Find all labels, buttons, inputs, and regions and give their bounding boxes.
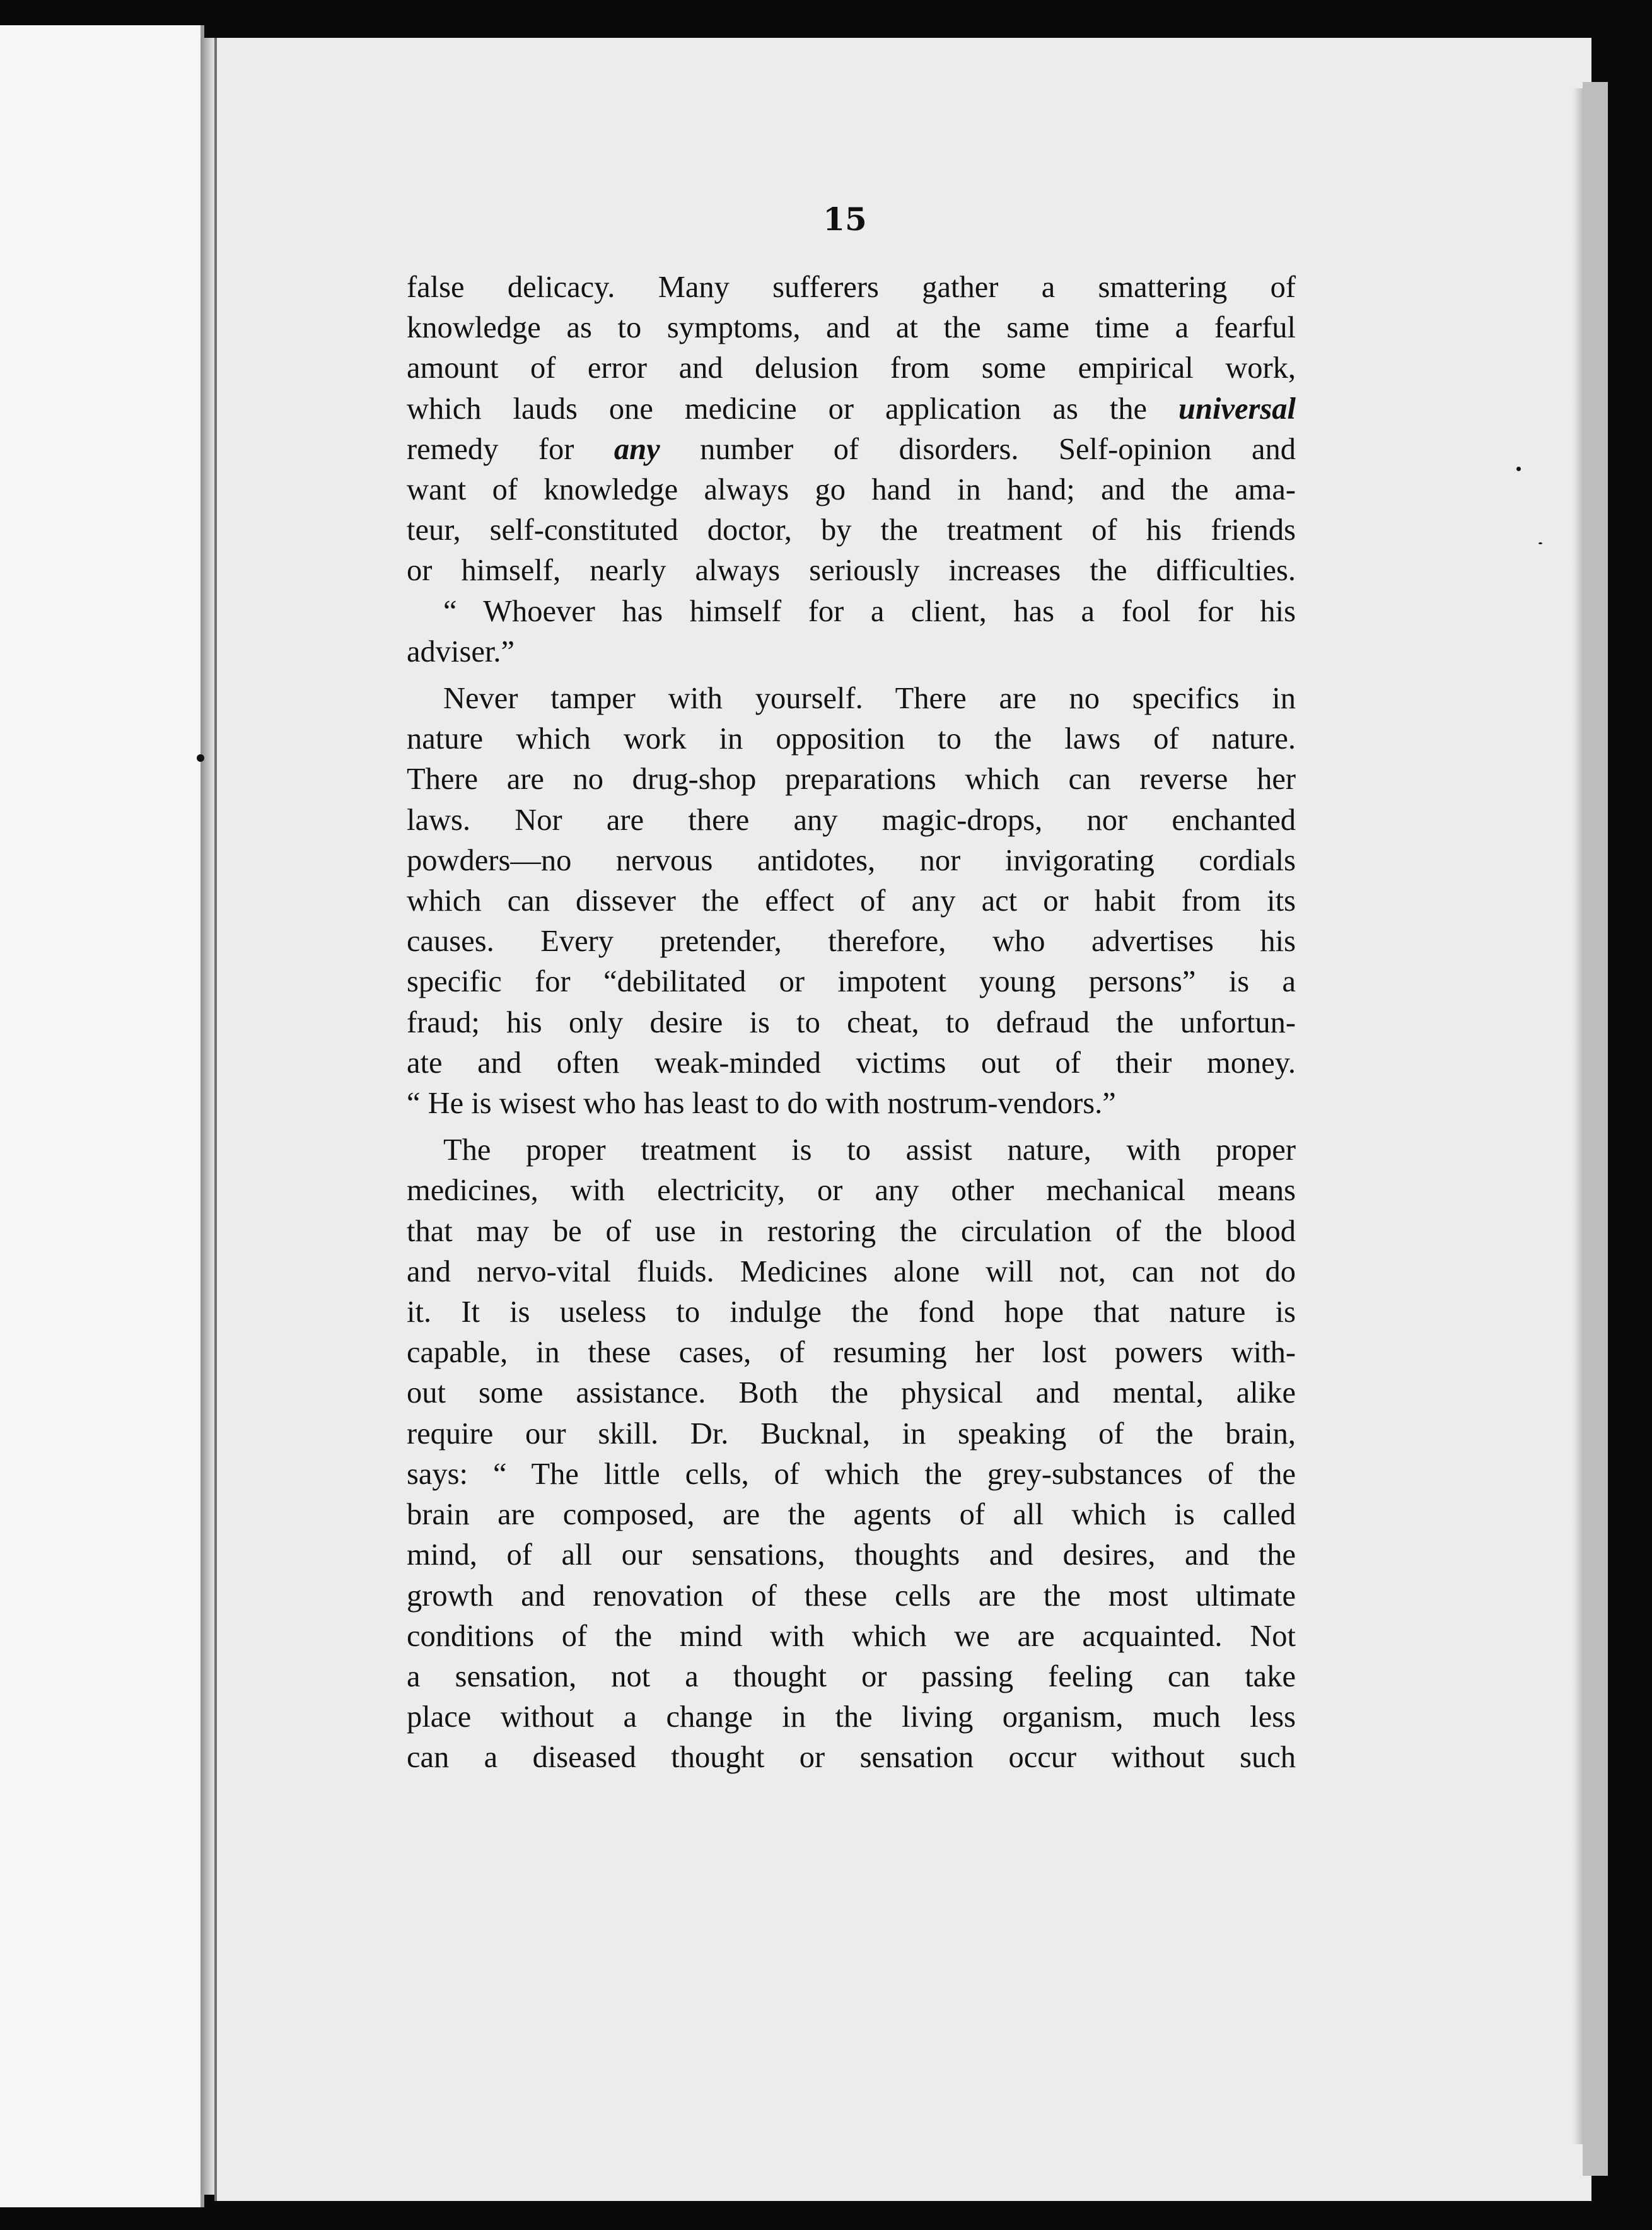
text-line: fraud; his only desire is to cheat, to defraud the unfortun- [407, 1005, 1296, 1039]
text-line [407, 389, 1296, 429]
text-line: conditions of the mind with which we are acquainted. Not [407, 1619, 1296, 1653]
scan-speck [197, 754, 204, 762]
text-line: specific for “debilitated or impotent young persons” is a [407, 965, 1296, 999]
paragraph-gap [407, 1124, 1296, 1130]
text-line: teur, self-constituted doctor, by the treatment of his friends [407, 513, 1296, 547]
text-line: that may be of use in restoring the circulation of the blood [407, 1214, 1296, 1248]
text-line: or himself, nearly always seriously increases the difficulties. [407, 554, 1296, 588]
text-run: remedy for [407, 432, 614, 466]
text-line: mind, of all our sensations, thoughts and desires, and the [407, 1538, 1296, 1572]
italic-emphasis: universal [1178, 392, 1296, 426]
text-run: number of disorders. Self-opinion and [660, 432, 1296, 466]
text-line: ate and often weak-minded victims out of their money. [407, 1046, 1296, 1080]
text-line: “ He is wisest who has least to do with nostrum-vendors.” [407, 1087, 1116, 1121]
scan-speck [1516, 467, 1521, 471]
text-line: nature which work in opposition to the laws of nature. [407, 722, 1296, 756]
text-line: powders—no nervous antidotes, nor invigorating cordials [407, 843, 1296, 877]
text-line [407, 429, 1296, 470]
text-line: There are no drug-shop preparations which can reverse her [407, 762, 1296, 797]
text-line: can a diseased thought or sensation occur without such [407, 1741, 1296, 1775]
text-line: it. It is useless to indulge the fond hope that nature is [407, 1295, 1296, 1329]
paragraph-gap [407, 672, 1296, 679]
text-line: medicines, with electricity, or any other mechanical means [407, 1174, 1296, 1208]
text-line: knowledge as to symptoms, and at the same time a fearful [407, 311, 1296, 345]
text-line: “ Whoever has himself for a client, has a fool for his [443, 594, 1296, 628]
text-line: and nervo-vital fluids. Medicines alone will not, can not do [407, 1254, 1296, 1288]
page-edge [1583, 82, 1608, 2176]
text-line: growth and renovation of these cells are the most ultimate [407, 1579, 1296, 1613]
text-line: Never tamper with yourself. There are no specifics in [443, 682, 1296, 716]
page-number: 15 [823, 201, 867, 238]
text-line: place without a change in the living organism, much less [407, 1700, 1296, 1734]
text-line: require our skill. Dr. Bucknal, in speaking of the brain, [407, 1416, 1296, 1451]
text-line: false delicacy. Many sufferers gather a smattering of [407, 271, 1296, 304]
text-line: says: “ The little cells, of which the grey-substances of the [407, 1457, 1296, 1491]
text-line: causes. Every pretender, therefore, who advertises his [407, 925, 1296, 959]
text-line: The proper treatment is to assist nature, with proper [443, 1133, 1296, 1167]
text-line: out some assistance. Both the physical and mental, alike [407, 1376, 1296, 1410]
text-line: adviser.” [407, 634, 515, 668]
italic-emphasis: any [614, 432, 660, 466]
text-line: capable, in these cases, of resuming her lost powers with- [407, 1336, 1296, 1370]
text-line: brain are composed, are the agents of all which is called [407, 1498, 1296, 1532]
left-page-margin [0, 25, 204, 2207]
text-line: a sensation, not a thought or passing feeling can take [407, 1659, 1296, 1693]
text-line: which can dissever the effect of any act or habit from its [407, 884, 1296, 918]
text-line: amount of error and delusion from some empirical work, [407, 351, 1296, 385]
scan-speck [1539, 542, 1542, 544]
text-run: which lauds one medicine or application as the [407, 392, 1179, 426]
body-text [407, 267, 1296, 1778]
text-line: want of knowledge always go hand in hand; and the ama- [407, 473, 1296, 507]
text-line: laws. Nor are there any magic-drops, nor enchanted [407, 803, 1296, 837]
